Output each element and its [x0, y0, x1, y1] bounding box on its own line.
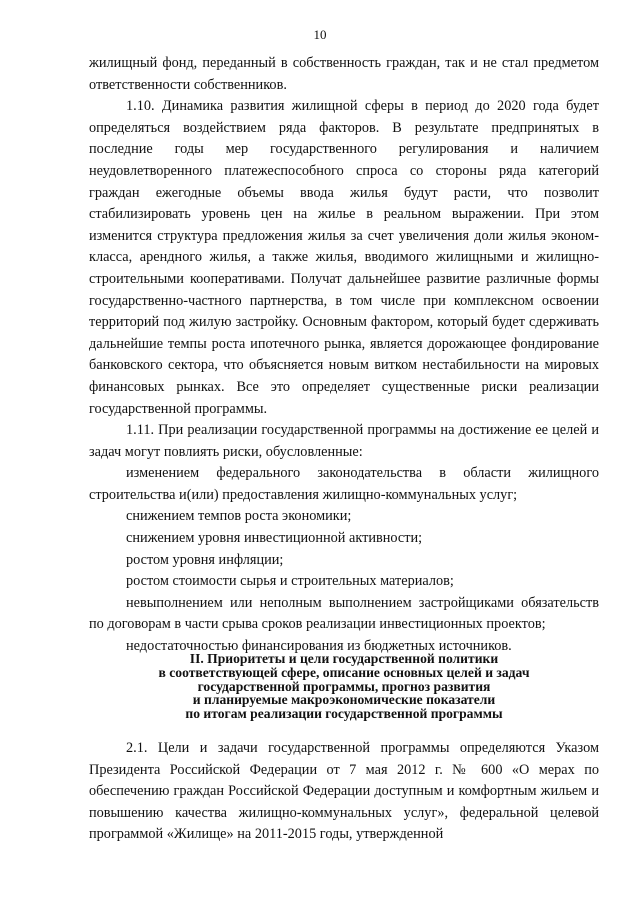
body-text-top: [89, 53, 599, 658]
paragraph-2-1: 2.1. Цели и задачи государственной программы определяются Указом Президента Российской Федерации от 7 мая 2012 г. № 600 «О мерах по обеспечению граждан Российской Федерации доступным и комфортным жильем и повышению качества жилищно-коммунальных услуг», федеральной целевой программой «Жилище» на 2011-2015 годы, утвержденной: [89, 740, 599, 843]
body-text-bottom: [89, 738, 599, 846]
risk-item: ростом уровня инфляции;: [126, 551, 284, 568]
section-heading: [89, 652, 599, 721]
paragraph-1-10: 1.10. Динамика развития жилищной сферы в период до 2020 года будет определяться воздействием ряда факторов. В результате предпринятых в последние годы мер государственного регулирования и наличием неудовлетворенного платежеспособного спроса со стороны ряда категорий граждан ежегодные объемы ввода жилья будут расти, что позволит стабилизировать уровень цен на жилье в реальном выражении. При этом изменится структура предложения жилья за счет увеличения доли жилья эконом-класса, арендного жилья, а также жилья, вводимого жилищными и жилищно-строительными кооперативами. Получат дальнейшее развитие различные формы государственно-частного партнерства, в том числе при комплексном освоении территорий под жилую застройку. Основным фактором, который будет сдерживать дальнейшие темпы роста ипотечного рынка, является дорожающее фондирование банковского сектора, что объясняется новым витком нестабильности на мировых финансовых рынках. Все это определяет существенные риски реализации государственной программы.: [89, 98, 599, 417]
heading-line: государственной программы, прогноз развития: [197, 678, 491, 694]
risk-item: ростом стоимости сырья и строительных материалов;: [126, 573, 454, 590]
risk-item: недостаточностью финансирования из бюджетных источников.: [126, 638, 512, 655]
heading-line: II. Приоритеты и цели государственной политики: [189, 651, 499, 666]
risk-item: невыполнением или неполным выполнением застройщиками обязательств по договорам в части срыва сроков реализации инвестиционных проектов;: [89, 594, 599, 633]
risk-item: изменением федерального законодательства в области жилищного строительства и(или) предоставления жилищно-коммунальных услуг;: [89, 465, 599, 503]
page-number: 10: [313, 27, 327, 42]
paragraph-intro: жилищный фонд, переданный в собственность граждан, так и не стал предметом ответственности собственников.: [89, 55, 599, 93]
heading-line: по итогам реализации государственной программы: [185, 706, 503, 722]
heading-line: в соответствующей сфере, описание основных целей и задач: [158, 664, 530, 680]
heading-line: и планируемые макроэкономические показатели: [192, 692, 496, 708]
risk-item: снижением уровня инвестиционной активности;: [126, 530, 423, 547]
paragraph-1-11: 1.11. При реализации государственной программы на достижение ее целей и задач могут повлиять риски, обусловленные:: [89, 422, 599, 460]
risk-item: снижением темпов роста экономики;: [126, 508, 352, 525]
